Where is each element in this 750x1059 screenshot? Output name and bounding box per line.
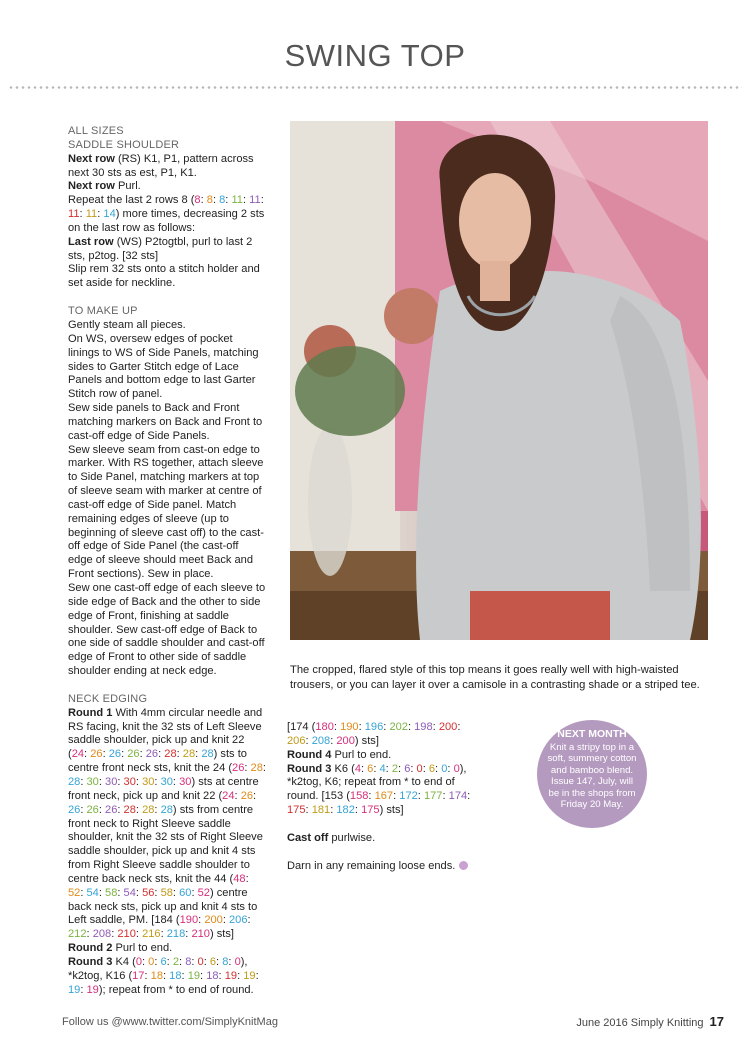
size-list: 190: 200: 206: 212: 208: 210: 216: 218: 210 xyxy=(68,914,251,941)
size-value: 28 xyxy=(68,775,81,788)
size-value: 24 xyxy=(71,748,85,761)
size-value: 24 xyxy=(222,789,235,802)
cast-off-instruction xyxy=(287,832,483,846)
size-value: 206 xyxy=(287,734,306,747)
size-value: 0 xyxy=(148,955,155,968)
size-value: 216 xyxy=(142,928,161,941)
footer-issue xyxy=(576,1014,724,1029)
size-value: 11 xyxy=(85,208,98,221)
row-text: Purl. xyxy=(114,180,141,193)
left-column xyxy=(68,125,266,997)
size-value: 212 xyxy=(68,928,87,941)
round-3b-instruction xyxy=(287,763,483,818)
size-value: 158 xyxy=(349,790,369,803)
size-list: 0: 0: 6: 2: 8: 0: 6: 8: 0 xyxy=(135,955,241,968)
text-segment: ) more times, decreasing 2 sts on the last row as follows: xyxy=(68,208,265,234)
size-value: 177 xyxy=(423,790,443,803)
size-value: 196 xyxy=(364,721,384,733)
round-label: Round 1 xyxy=(68,706,113,719)
darn-instruction xyxy=(287,860,483,874)
text-segment: ) sts from centre front neck to Right Sleeve saddle shoulder, knit the 32 sts of Right Sleeve saddle shoulder, pick up and knit 4 sts from Right Sleeve saddle shoulder to centre back neck sts, knit the 44 ( xyxy=(68,803,263,885)
size-value: 28 xyxy=(142,803,155,816)
size-value: 28 xyxy=(123,803,136,816)
size-value: 8 xyxy=(222,955,229,968)
size-value: 26 xyxy=(145,748,159,761)
text-segment: ) sts] xyxy=(379,804,404,817)
next-row-purl-instruction xyxy=(68,180,266,194)
size-value: 0 xyxy=(197,955,204,968)
size-value: 58 xyxy=(160,886,173,899)
slip-instruction: Slip rem 32 sts onto a stitch holder and set aside for neckline. xyxy=(68,263,260,290)
size-value: 6 xyxy=(404,762,411,775)
row-label: Last row xyxy=(68,235,114,248)
size-value: 190 xyxy=(179,914,199,927)
size-value: 28 xyxy=(250,762,263,775)
size-value: 30 xyxy=(86,775,99,788)
row-text: (WS) P2togtbl, purl to last 2 sts, p2tog. [32 sts] xyxy=(68,235,253,262)
page-title: SWING TOP xyxy=(284,38,466,73)
size-value: 0 xyxy=(234,955,241,968)
badge-title: NEXT MONTH xyxy=(557,728,627,740)
section-heading-saddle-shoulder: SADDLE SHOULDER xyxy=(68,138,180,151)
size-value: 200 xyxy=(336,734,355,747)
size-value: 180 xyxy=(315,721,334,733)
text-segment: ) sts at centre front neck, pick up and knit 22 ( xyxy=(68,775,259,802)
cast-off-text: purlwise. xyxy=(328,831,376,844)
size-value: 200 xyxy=(204,914,223,927)
round-label: Round 3 xyxy=(68,955,113,968)
size-value: 6 xyxy=(160,955,167,968)
row-text: (RS) K1, P1, pattern across next 30 sts as est, P1, K1. xyxy=(68,152,254,179)
text-segment: With 4mm circular needle and RS facing, knit the 32 sts of Left Sleeve saddle shoulder, pick up and knit 22 ( xyxy=(68,706,263,761)
size-value: 30 xyxy=(123,775,136,788)
size-value: 190 xyxy=(340,721,359,733)
footer-issue-text: June 2016 Simply Knitting xyxy=(576,1017,704,1029)
section-heading-neck-edging: NECK EDGING xyxy=(68,692,148,705)
size-value: 26 xyxy=(240,789,254,802)
size-list: 48: 52: 54: 58: 54: 56: 58: 60: 52 xyxy=(68,872,249,899)
size-value: 4 xyxy=(379,762,386,775)
size-value: 26 xyxy=(68,803,81,816)
size-value: 2 xyxy=(172,955,180,968)
size-value: 208 xyxy=(92,928,112,941)
size-value: 19 xyxy=(243,969,256,982)
footer-social-link[interactable]: Follow us @www.twitter.com/SimplyKnitMag xyxy=(62,1016,278,1028)
size-value: 58 xyxy=(105,886,118,899)
size-value: 48 xyxy=(233,872,246,885)
size-value: 56 xyxy=(142,886,155,899)
size-list: 4: 6: 4: 2: 6: 0: 6: 0: 0 xyxy=(354,762,460,775)
size-value: 6 xyxy=(367,762,374,775)
size-value: 28 xyxy=(182,748,196,761)
text-segment: [174 ( xyxy=(287,721,316,733)
darn-text: Darn in any remaining loose ends. xyxy=(287,859,456,872)
size-value: 175 xyxy=(287,804,306,817)
size-value: 30 xyxy=(105,775,118,788)
round-text: Purl to end. xyxy=(331,748,392,761)
size-value: 54 xyxy=(123,886,136,899)
row-label: Next row xyxy=(68,180,115,193)
size-value: 60 xyxy=(179,886,192,899)
round-2-instruction xyxy=(68,942,266,956)
round-label: Round 4 xyxy=(287,748,332,761)
section-heading-all-sizes: ALL SIZES xyxy=(68,125,124,137)
model-photo-illustration xyxy=(290,121,708,640)
page-number: 17 xyxy=(709,1014,724,1029)
size-value: 208 xyxy=(311,734,331,747)
stitch-count-continued xyxy=(287,721,483,749)
size-value: 26 xyxy=(127,748,140,761)
size-value: 0 xyxy=(453,762,460,775)
size-value: 18 xyxy=(206,969,219,982)
size-value: 26 xyxy=(90,748,103,761)
text-segment: K6 ( xyxy=(331,762,355,775)
size-value: 30 xyxy=(142,775,155,788)
size-list: 17: 18: 18: 19: 18: 19: 19: 19: 19 xyxy=(68,969,259,996)
size-value: 8 xyxy=(206,194,213,207)
last-row-instruction xyxy=(68,236,266,264)
text-segment: ), *k2tog, K16 ( xyxy=(68,955,248,982)
text-segment: K4 ( xyxy=(112,955,136,968)
size-value: 28 xyxy=(201,748,214,761)
size-value: 8 xyxy=(194,194,201,207)
size-value: 11 xyxy=(231,194,243,207)
repeat-instruction: Repeat the last 2 rows 8 (8: 8: 8: 11: 11: 11: 11: 14) more times, decreasing 2 sts on the last row as follows: xyxy=(68,194,265,234)
round-text: Purl to end. xyxy=(112,942,173,955)
size-value: 26 xyxy=(232,762,245,775)
size-list: 26: 28: 28: 30: 30: 30: 30: 30: 30 xyxy=(68,762,266,788)
size-value: 19 xyxy=(224,969,238,982)
size-list: 24: 26: 26: 26: 26: 28: 28: 28 xyxy=(68,789,257,816)
size-value: 11 xyxy=(249,194,261,207)
model-photo xyxy=(290,121,708,640)
size-value: 175 xyxy=(361,804,380,817)
size-value: 206 xyxy=(229,914,248,927)
size-value: 0 xyxy=(416,762,423,775)
size-value: 0 xyxy=(441,762,448,775)
badge-body: Knit a stripy top in a soft, summery cotton and bamboo blend. Issue 147, July, will be in the shops from Friday 20 May. xyxy=(547,742,637,811)
size-value: 28 xyxy=(160,803,173,816)
size-list: 24: 26: 26: 26: 26: 28: 28: 28 xyxy=(71,748,214,761)
size-value: 8 xyxy=(219,194,226,207)
size-value: 54 xyxy=(86,886,99,899)
size-value: 6 xyxy=(428,762,436,775)
size-value: 26 xyxy=(105,803,118,816)
size-value: 0 xyxy=(135,955,142,968)
round-label: Round 3 xyxy=(287,762,332,775)
size-value: 52 xyxy=(197,886,210,899)
size-value: 167 xyxy=(374,790,394,803)
size-value: 198 xyxy=(414,721,433,733)
photo-caption: The cropped, flared style of this top means it goes really well with high-waisted trousers, or you can layer it over a camisole in a contrasting shade or a striped tee. xyxy=(290,664,700,691)
middle-column xyxy=(287,721,483,874)
size-value: 202 xyxy=(389,721,408,733)
round-label: Round 2 xyxy=(68,942,113,955)
text-segment: ), *k2tog, K6; repeat from * to end of round. [153 ( xyxy=(287,762,467,803)
row-label: Next row xyxy=(68,152,115,165)
size-value: 218 xyxy=(166,928,186,941)
size-value: 172 xyxy=(399,790,418,803)
size-value: 181 xyxy=(311,804,331,817)
size-list: 180: 190: 196: 202: 198: 200: 206: 208: 200 xyxy=(287,721,461,747)
size-value: 4 xyxy=(354,762,361,775)
size-value: 30 xyxy=(179,775,192,788)
text-segment: ) sts] xyxy=(354,734,379,747)
size-value: 11 xyxy=(68,208,80,221)
text-segment: ); repeat from * to end of round. xyxy=(98,983,254,996)
make-up-instructions: Gently steam all pieces. On WS, oversew edges of pocket linings to WS of Side Panels, matching sides to Garter Stitch edge of Lace Panels and bottom edge to last Garter Stitch row of panel. Sew side panels to Back and Front matching markers on Back and Front to cast-off edge of Side Panels. Sew sleeve seam from cast-on edge to marker. With RS together, attach sleeve to Side Panel, matching markers at top of sleeve seam with marker at centre of cast-off edge of Side panel. Match remaining edges of sleeve (up to beginning of sleeve cast off) to the cast-off edge of Side Panel (the cast-off edge of sleeve should meet Back and Front sections). Sew in place. Sew one cast-off edge of each sleeve to side edge of Back and the other to side edge of Front, finishing at saddle shoulder. Sew cast-off edge of Back to one side of saddle shoulder and cast-off edge of Front to other side of saddle shoulder ending at neck edge. xyxy=(68,318,266,678)
size-value: 18 xyxy=(150,969,163,982)
text-segment: ) sts to centre front neck sts, knit the 24 ( xyxy=(68,748,247,775)
size-value: 174 xyxy=(448,790,468,803)
size-value: 19 xyxy=(86,983,99,996)
next-month-badge xyxy=(537,720,647,828)
round-4-instruction xyxy=(287,749,483,763)
size-value: 26 xyxy=(108,748,122,761)
cast-off-label: Cast off xyxy=(287,831,329,844)
size-value: 200 xyxy=(438,721,458,733)
yarn-ball-icon xyxy=(459,861,468,870)
size-value: 52 xyxy=(68,886,81,899)
size-value: 19 xyxy=(68,983,81,996)
size-value: 182 xyxy=(336,804,355,817)
section-heading-to-make-up: TO MAKE UP xyxy=(68,305,138,318)
size-value: 210 xyxy=(117,928,136,941)
size-value: 2 xyxy=(391,762,399,775)
size-list: 158: 167: 172: 177: 174: 175: 181: 182: 175 xyxy=(287,790,471,817)
size-value: 210 xyxy=(191,928,210,941)
dotted-divider xyxy=(8,86,742,89)
next-row-instruction xyxy=(68,153,266,181)
size-value: 26 xyxy=(86,803,99,816)
size-value: 8 xyxy=(185,955,192,968)
size-value: 14 xyxy=(103,208,116,221)
text-segment: ) sts] xyxy=(209,928,234,941)
size-value: 17 xyxy=(132,969,145,982)
text-segment: ) centre back neck sts, pick up and knit 4 sts to Left saddle, PM. [184 ( xyxy=(68,886,258,927)
size-value: 19 xyxy=(187,969,201,982)
size-value: 28 xyxy=(164,748,177,761)
size-value: 6 xyxy=(209,955,217,968)
round-3-instruction xyxy=(68,956,266,998)
size-value: 18 xyxy=(169,969,182,982)
text-segment: Repeat the last 2 rows 8 ( xyxy=(68,194,195,207)
size-value: 30 xyxy=(160,775,173,788)
round-1-instruction xyxy=(68,707,266,942)
